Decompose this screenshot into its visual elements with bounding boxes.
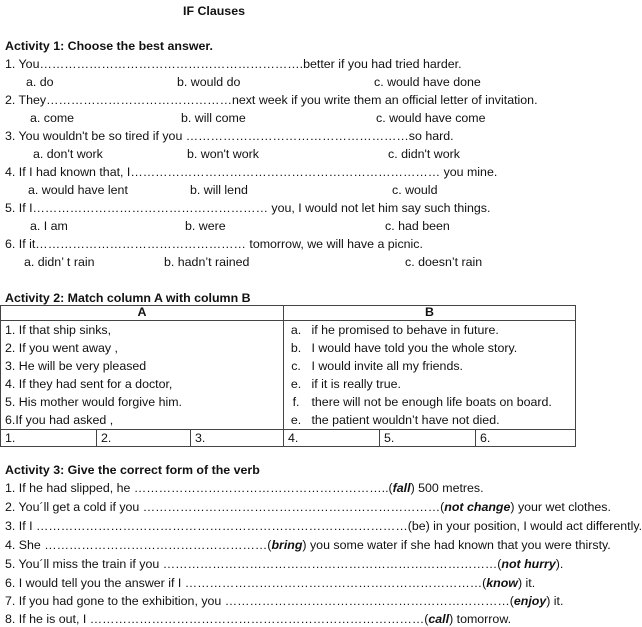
a1-q3-option-c[interactable]: c. didn't work [388,147,460,161]
a3-item-text: ). [555,557,564,571]
a3-item-verb: enjoy [513,594,547,608]
a1-q5-option-b[interactable]: b. were [185,219,226,233]
column-b-text: if it is really true. [311,377,401,391]
column-b-letter: c. [291,359,301,373]
activity2-heading: Activity 2: Match column A with column B [5,291,251,305]
column-b-item [284,357,575,375]
match-table [0,305,576,447]
a3-item-text: ) your wet clothes. [510,500,611,514]
a1-q6-stem: 6. If it…………………………………………… tomorrow, we will have a picnic. [5,237,423,251]
column-a-item: 3. He will be very pleased [5,359,147,373]
a3-item-text: ) it. [546,594,564,608]
column-b-letter: f. [292,395,300,409]
column-a-header: A [1,306,284,321]
a1-q1-option-a[interactable]: a. do [26,75,54,89]
a3-item-3 [5,518,642,534]
column-b-text: I would have told you the whole story. [311,341,518,355]
activity3-heading: Activity 3: Give the correct form of the verb [5,463,260,477]
answer-cell-3[interactable]: 3. [191,430,284,447]
a3-item-text: 3. If I ………………………………………………………………………………(be) in your position, I would act differently. [5,519,642,533]
column-b-item [284,411,575,429]
a1-q3-stem: 3. You wouldn't be so tired if you ………………………………………………so hard. [5,129,454,143]
answer-cell-4[interactable]: 4. [284,430,380,447]
column-b-item [284,393,575,411]
a3-item-text: ) it. [517,576,536,590]
a3-item-verb: call [428,612,450,626]
activity1-heading: Activity 1: Choose the best answer. [5,39,213,53]
column-b-item [284,339,575,357]
a1-q1-option-c[interactable]: c. would have done [374,75,481,89]
page-title: IF Clauses [183,4,245,18]
a3-item-7 [5,593,563,609]
a1-q2-option-a[interactable]: a. come [30,111,75,125]
column-b-text: if he promised to behave in future. [311,323,499,337]
a1-q4-option-a[interactable]: a. would have lent [28,183,128,197]
column-b-cell [284,321,576,430]
a3-item-1 [5,480,484,496]
answer-cell-5[interactable]: 5. [380,430,476,447]
column-b-letter: a. [290,323,302,337]
column-b-letter: e. [290,377,302,391]
answer-cell-2[interactable]: 2. [97,430,191,447]
a1-q5-option-c[interactable]: c. had been [385,219,450,233]
a1-q1-stem: 1. You……………………………………………………….better if you had tried harder. [5,57,462,71]
column-b-text: there will not be enough life boats on board. [311,395,552,409]
a3-item-5 [5,556,563,572]
a3-item-verb: fall [392,481,411,495]
a1-q4-stem: 4. If I had known that, I………………………………………………………………… you mine. [5,165,498,179]
a1-q4-option-c[interactable]: c. would [392,183,438,197]
a1-q6-option-a[interactable]: a. didn’ t rain [24,255,95,269]
a1-q5-stem: 5. If I………………………………………………… you, I would not let him say such things. [5,201,491,215]
a3-item-text: 2. You´ll get a cold if you ………………………………………………………………( [5,500,445,514]
a1-q3-option-a[interactable]: a. don't work [33,147,103,161]
answer-cell-1[interactable]: 1. [1,430,97,447]
a1-q5-option-a[interactable]: a. I am [30,219,68,233]
a3-item-4 [5,537,611,553]
a1-q2-stem: 2. They………………………………………next week if you write them an official letter of invitation. [5,93,538,107]
a1-q4-option-b[interactable]: b. will lend [190,183,248,197]
column-a-item: 1. If that ship sinks, [5,323,112,337]
a3-item-text: 5. You´ll miss the train if you ………………………………………………………………………( [5,557,502,571]
a1-q6-option-b[interactable]: b. hadn’t rained [164,255,250,269]
a1-q1-option-b[interactable]: b. would do [177,75,241,89]
column-b-item [284,321,575,339]
a3-item-verb: not hurry [501,557,556,571]
a3-item-text: ) 500 metres. [410,481,484,495]
answer-cell-6[interactable]: 6. [476,430,576,447]
column-b-text: I would invite all my friends. [311,359,463,373]
a3-item-2 [5,499,611,515]
a3-item-text: ) you some water if she had known that you were thirsty. [302,538,611,552]
a1-q3-option-b[interactable]: b. won't work [187,147,259,161]
column-b-item [284,375,575,393]
a1-q6-option-c[interactable]: c. doesn’t rain [405,255,483,269]
column-b-letter: b. [290,341,302,355]
column-b-text: the patient wouldn’t have not died. [311,413,500,427]
a3-item-text: 4. She ………………………………………………( [5,538,272,552]
column-a-cell [1,321,284,430]
a3-item-text: 7. If you had gone to the exhibition, you ……………………………………………………………( [5,594,514,608]
a3-item-verb: not change [444,500,511,514]
a3-item-text: ) tomorrow. [449,612,512,626]
a3-item-verb: bring [271,538,303,552]
a1-q2-option-b[interactable]: b. will come [181,111,246,125]
column-b-header: B [284,306,576,321]
a3-item-text: 1. If he had slipped, he ……………………………………………………..( [5,481,393,495]
column-a-item: 6.If you had asked , [5,413,114,427]
column-a-item: 2. If you went away , [5,341,118,355]
column-b-letter: e. [290,413,302,427]
a1-q2-option-c[interactable]: c. would have come [376,111,486,125]
a3-item-text: 6. I would tell you the answer if I ………………………………………………………………( [5,576,487,590]
a3-item-8 [5,611,511,627]
column-a-item: 4. If they had sent for a doctor, [5,377,173,391]
column-a-item: 5. His mother would forgive him. [5,395,182,409]
a3-item-verb: know [486,576,518,590]
a3-item-text: 8. If he is out, I ………………………………………………………………………( [5,612,429,626]
a3-item-6 [5,575,535,591]
